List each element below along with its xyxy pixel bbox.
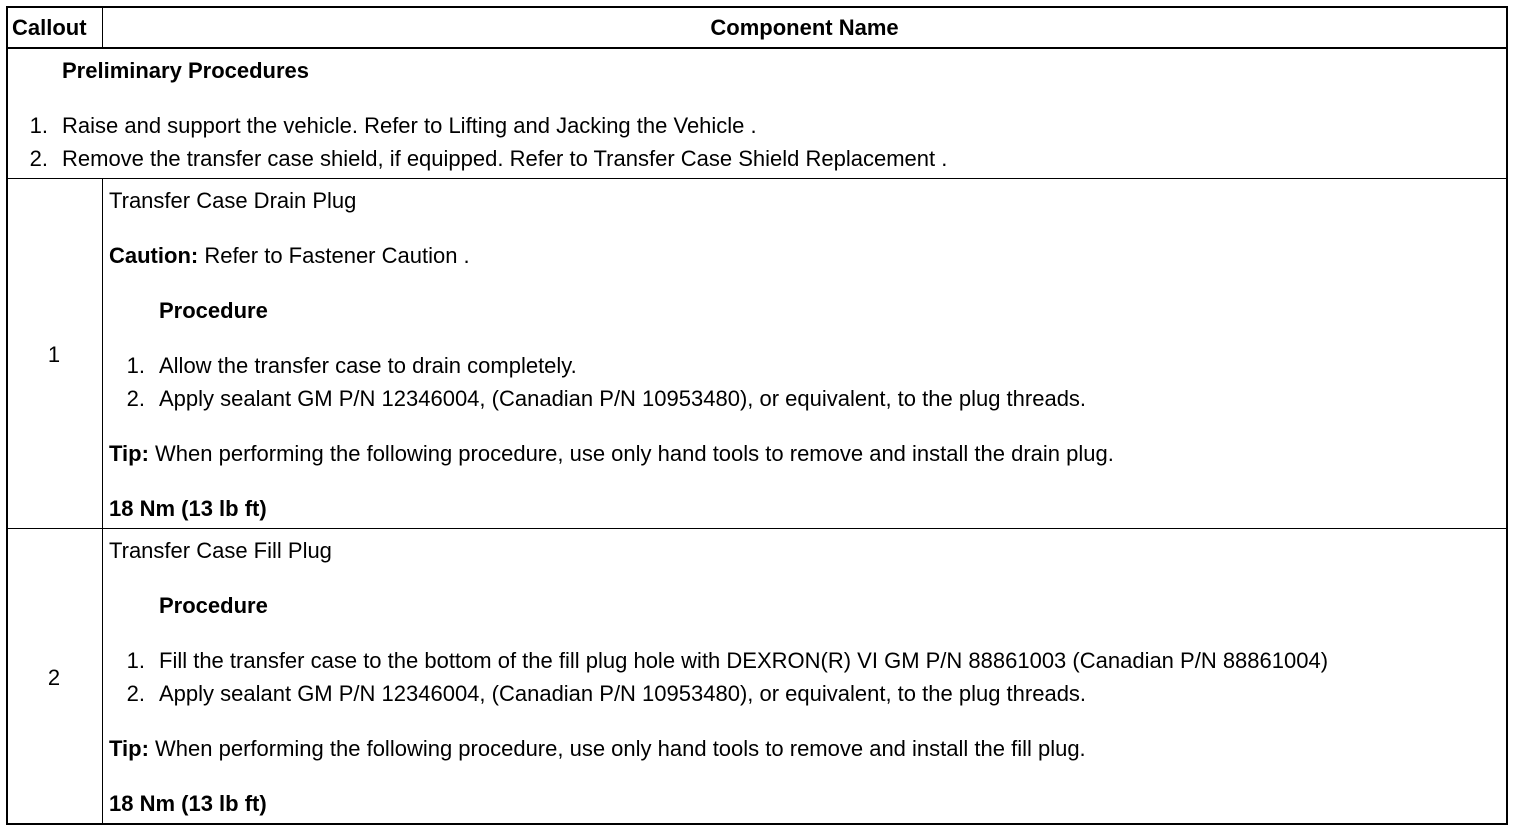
caution-note [109, 243, 470, 269]
list-item-number: 1. [126, 648, 145, 673]
tip-label: Tip: [109, 441, 149, 466]
list-item: Raise and support the vehicle. Refer to Lifting and Jacking the Vehicle . [62, 113, 757, 138]
list-item: Allow the transfer case to drain completely. [159, 353, 577, 378]
tip-label: Tip: [109, 736, 149, 761]
procedure-title: Procedure [159, 298, 268, 323]
callout-number: 1 [47, 342, 61, 367]
row-divider-preliminary [6, 178, 1508, 179]
list-item: Fill the transfer case to the bottom of the fill plug hole with DEXRON(R) VI GM P/N 88861003 (Canadian P/N 88861004) [159, 648, 1329, 673]
column-header-callout: Callout [12, 15, 87, 40]
list-item-number: 1. [126, 353, 145, 378]
row-divider-1 [6, 528, 1508, 529]
list-item-number: 2. [126, 386, 145, 411]
header-divider [6, 47, 1508, 49]
list-item: Remove the transfer case shield, if equipped. Refer to Transfer Case Shield Replacement . [62, 146, 948, 171]
tip-note [109, 736, 1086, 762]
tip-note [109, 441, 1114, 467]
tip-text: When performing the following procedure, use only hand tools to remove and install the fill plug. [148, 736, 1086, 761]
torque-spec: 18 Nm (13 lb ft) [109, 791, 267, 816]
component-name: Transfer Case Drain Plug [109, 188, 357, 213]
list-item-number: 2. [126, 681, 145, 706]
list-item: Apply sealant GM P/N 12346004, (Canadian P/N 10953480), or equivalent, to the plug threads. [159, 386, 1087, 411]
callout-number: 2 [47, 665, 61, 690]
preliminary-procedures-title: Preliminary Procedures [62, 58, 310, 83]
caution-text: Refer to Fastener Caution . [198, 243, 470, 268]
column-header-component-name: Component Name [710, 15, 899, 40]
list-item-number: 2. [29, 146, 48, 171]
list-item-number: 1. [29, 113, 48, 138]
column-divider-body [102, 178, 103, 825]
procedure-title: Procedure [159, 593, 268, 618]
component-name: Transfer Case Fill Plug [109, 538, 332, 563]
list-item: Apply sealant GM P/N 12346004, (Canadian P/N 10953480), or equivalent, to the plug threads. [159, 681, 1087, 706]
tip-text: When performing the following procedure, use only hand tools to remove and install the drain plug. [148, 441, 1114, 466]
torque-spec: 18 Nm (13 lb ft) [109, 496, 267, 521]
caution-label: Caution: [109, 243, 199, 268]
